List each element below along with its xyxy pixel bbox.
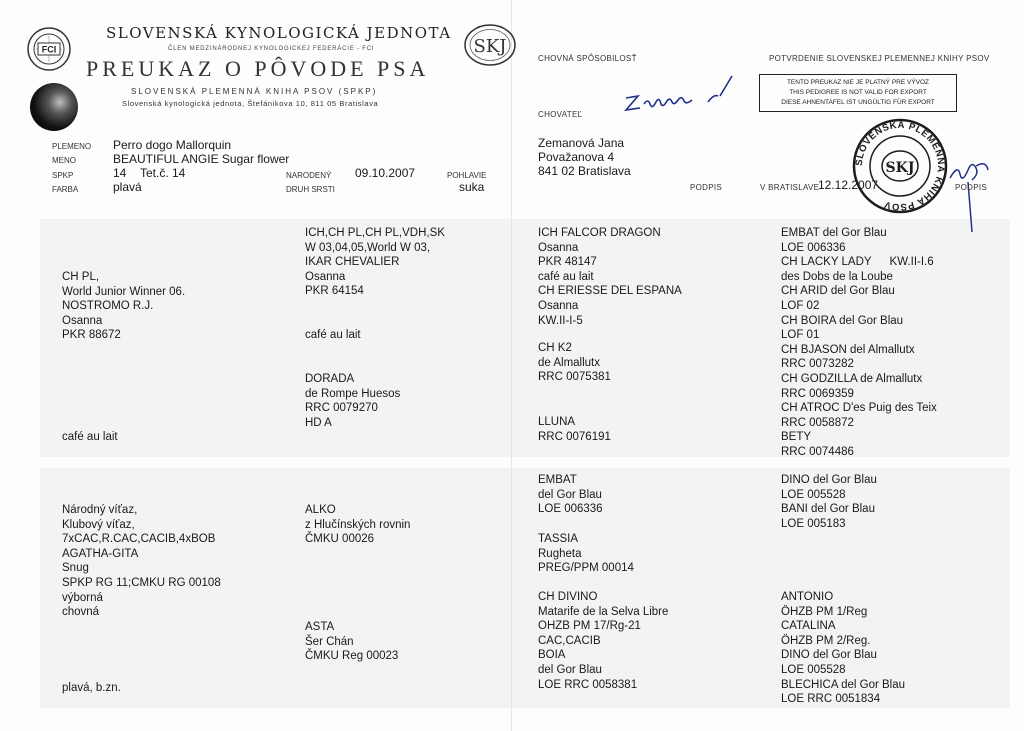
pedigree-line: LOE 006336 [781,241,846,254]
pedigree-line: LLUNA [538,416,576,428]
gen3-block-c [538,415,611,444]
pedigree-line: LOF 02 [781,299,820,312]
pedigree-line: del Gor Blau [538,663,602,676]
pedigree-line: ICH,CH PL,CH PL,VDH,SK [305,227,445,239]
pedigree-line: PKR 64154 [305,285,364,298]
fold-line [511,0,512,731]
pedigree-line: RRC 0075381 [538,371,611,384]
sire-dam-block [305,372,400,430]
pedigree-line: CH ATROC D'es Puig des Teix [781,402,937,415]
pedigree-line: PKR 48147 [538,256,597,269]
sire-block [62,270,185,343]
sire-color [62,430,118,445]
pedigree-line: café au lait [538,270,594,283]
pedigree-line: DINO del Gor Blau [781,649,877,662]
gen4-block-a [781,226,937,460]
pedigree-line: RRC 0073282 [781,358,854,371]
pedigree-line: EMBAT del Gor Blau [781,227,887,239]
pedigree-line: NOSTROMO R.J. [62,300,154,313]
pedigree-line: Osanna [305,270,346,283]
pedigree-line: RRC 0058872 [781,416,854,429]
pedigree-line: ČMKU Reg 00023 [305,650,399,663]
gen3-block-a [538,226,682,328]
narodeny-value: 09.10.2007 [355,166,416,180]
pedigree-line: Osanna [538,241,579,254]
dam-color [62,681,121,696]
pedigree-line: LOE RRC 0058381 [538,678,638,691]
meno-label: MENO [52,156,76,165]
sire-sire-color [305,328,361,343]
notice-line: TENTO PREUKAZ NIE JE PLATNÝ PRE VÝVOZ [786,79,930,86]
pedigree-line: CH DIVINO [538,591,598,603]
plemeno-value: Perro dogo Mallorquin [113,138,232,152]
pedigree-line: Snug [62,562,89,575]
pedigree-line: World Junior Winner 06. [62,285,186,298]
pedigree-line: RRC 0076191 [538,430,611,443]
pedigree-line: RRC 0069359 [781,387,854,400]
org-name: SLOVENSKÁ KYNOLOGICKÁ JEDNOTA [106,24,452,42]
narodeny-label: NARODENÝ [286,171,332,180]
org-subtitle: ČLEN MEDZINÁRODNEJ KYNOLOGICKEJ FEDERÁCIE - FCI [168,46,375,52]
export-notice-box [759,74,957,112]
pedigree-line: Osanna [62,314,103,327]
druh-srsti-label: DRUH SRSTI [286,185,335,194]
pedigree-line: EMBAT [538,474,577,486]
lacky-lady-name: CH LACKY LADY [781,256,872,269]
pedigree-line: BOIA [538,649,566,662]
podpis2-label: PODPIS [955,183,988,192]
plemeno-label: PLEMENO [52,142,92,151]
notice-line: THIS PEDIGREE IS NOT VALID FOR EXPORT [789,89,927,96]
pedigree-line: BETY [781,431,812,444]
pedigree-line: Matarife de la Selva Libre [538,605,669,618]
gen3-block-f [538,590,668,692]
v-bratislave-label: V BRATISLAVE [760,183,820,192]
spkp-value: 14 [113,166,127,180]
dam-block [62,503,221,620]
pedigree-line: Rugheta [538,547,582,560]
pedigree-line: CAC,CACIB [538,634,601,647]
pedigree-line: café au lait [305,329,361,341]
pohlavie-label: POHLAVIE [447,171,487,180]
pedigree-line: LOF 01 [781,329,820,342]
gen4-block-b [781,473,877,531]
pedigree-line: chovná [62,606,100,619]
pedigree-line: des Dobs de la Loube [781,270,893,283]
chovatel-city: 841 02 Bratislava [538,164,631,178]
pedigree-line: Osanna [538,299,579,312]
pedigree-line: OHZB PM 17/Rg-21 [538,620,641,633]
org-address: Slovenská kynologická jednota, Štefánikova 10, 811 05 Bratislava [122,99,379,108]
pedigree-line: SPKP RG 11;CMKU RG 00108 [62,576,221,589]
farba-label: FARBA [52,185,79,194]
dam-dam-block [305,620,398,664]
stud-book-name: SLOVENSKÁ PLEMENNÁ KNIHA PSOV (SPKP) [131,87,378,96]
pedigree-line: 7xCAC,R.CAC,CACIB,4xBOB [62,533,216,546]
pedigree-line: CATALINA [781,620,836,633]
pedigree-line: LOE RRC 0051834 [781,693,881,706]
pedigree-line: z Hlučínských rovnin [305,518,411,531]
lacky-lady-kw: KW.II-I.6 [889,256,934,269]
pedigree-line: výborná [62,591,103,604]
pedigree-line: LOE 005528 [781,488,846,501]
gen3-block-b [538,341,611,385]
stamp-logo-text: SKJ [885,160,915,176]
skj-logo-icon [463,23,517,67]
pedigree-line: RRC 0079270 [305,402,378,415]
pedigree-line: CH ARID del Gor Blau [781,285,895,298]
pedigree-line: Šer Chán [305,635,354,648]
pedigree-line: ÖHZB PM 2/Reg. [781,634,871,647]
chovatel-street: Považanova 4 [538,150,615,164]
pedigree-line: de Almallutx [538,356,601,369]
pedigree-line: ČMKU 00026 [305,533,375,546]
pedigree-line: café au lait [62,431,118,443]
pedigree-line: ICH FALCOR DRAGON [538,227,661,239]
breeder-signature-icon [620,70,750,118]
pedigree-line: W 03,04,05,World W 03, [305,241,431,254]
gen4-block-c [781,590,905,707]
pedigree-line: CH ERIESSE DEL ESPANA [538,285,682,298]
farba-value: plavá [113,180,142,194]
fci-logo-text: FCI [41,44,57,55]
pedigree-line: ÖHZB PM 1/Reg [781,605,868,618]
chovatel-label: CHOVATEĽ [538,110,583,119]
podpis-label: PODPIS [690,183,723,192]
official-stamp-icon [852,118,948,214]
pedigree-line: ANTONIO [781,591,834,603]
pedigree-line: IKAR CHEVALIER [305,256,400,269]
pedigree-line: del Gor Blau [538,488,602,501]
stamp-text: SLOVENSKÁ PLEMENNÁ KNIHA PSOV [853,119,947,213]
skj-logo-text: SKJ [473,36,507,57]
gen3-block-e [538,532,634,576]
sire-sire-block [305,226,445,299]
fci-logo-icon [26,26,72,72]
issue-date: 12.12.2007 [818,178,879,192]
pedigree-line: CH PL, [62,271,100,283]
pedigree-line: LOE 006336 [538,503,603,516]
tetovanie-value: Tet.č. 14 [140,166,186,180]
pedigree-line: AGATHA-GITA [62,547,139,560]
pedigree-line: CH GODZILLA de Almallutx [781,372,923,385]
pedigree-line: ASTA [305,621,335,633]
pedigree-line: PKR 88672 [62,329,121,342]
spkp-label: SPKP [52,171,74,180]
pohlavie-value: suka [459,180,485,194]
pedigree-line: CH BOIRA del Gor Blau [781,314,904,327]
pedigree-line: LOE 005183 [781,517,846,530]
notice-line: DIESE AHNENTAFEL IST UNGÜLTIG FÜR EXPORT [781,99,935,106]
pedigree-line: TASSIA [538,533,579,545]
pedigree-line: plavá, b.zn. [62,682,121,694]
dam-sire-block [305,503,410,547]
pedigree-line: CH K2 [538,342,572,354]
pedigree-line: CH BJASON del Almallutx [781,343,915,356]
document-title: PREUKAZ O PÔVODE PSA [86,56,430,81]
pedigree-line: DORADA [305,373,355,385]
pedigree-line: HD A [305,416,332,429]
pedigree-line: PREG/PPM 00014 [538,562,634,575]
chovatel-name: Zemanová Jana [538,136,625,150]
pedigree-line: LOE 005528 [781,663,846,676]
hologram-seal-icon [30,83,78,131]
pedigree-line: RRC 0074486 [781,445,854,458]
chovna-sposobilost-label: CHOVNÁ SPÔSOBILOSŤ [538,54,637,63]
pedigree-line: KW.II-I-5 [538,314,583,327]
pedigree-line: ALKO [305,504,336,516]
pedigree-line: Klubový víťaz, [62,518,135,531]
pedigree-line [781,255,937,270]
pedigree-line: BLECHICA del Gor Blau [781,678,906,691]
pedigree-line: de Rompe Huesos [305,387,401,400]
gen3-block-d [538,473,603,517]
meno-value: BEAUTIFUL ANGIE Sugar flower [113,152,290,166]
pedigree-line: BANI del Gor Blau [781,503,875,516]
potvrdenie-label: POTVRDENIE SLOVENSKEJ PLEMENNEJ KNIHY PSOV [769,54,990,63]
pedigree-line: Národný víťaz, [62,504,138,516]
pedigree-line: DINO del Gor Blau [781,474,877,486]
